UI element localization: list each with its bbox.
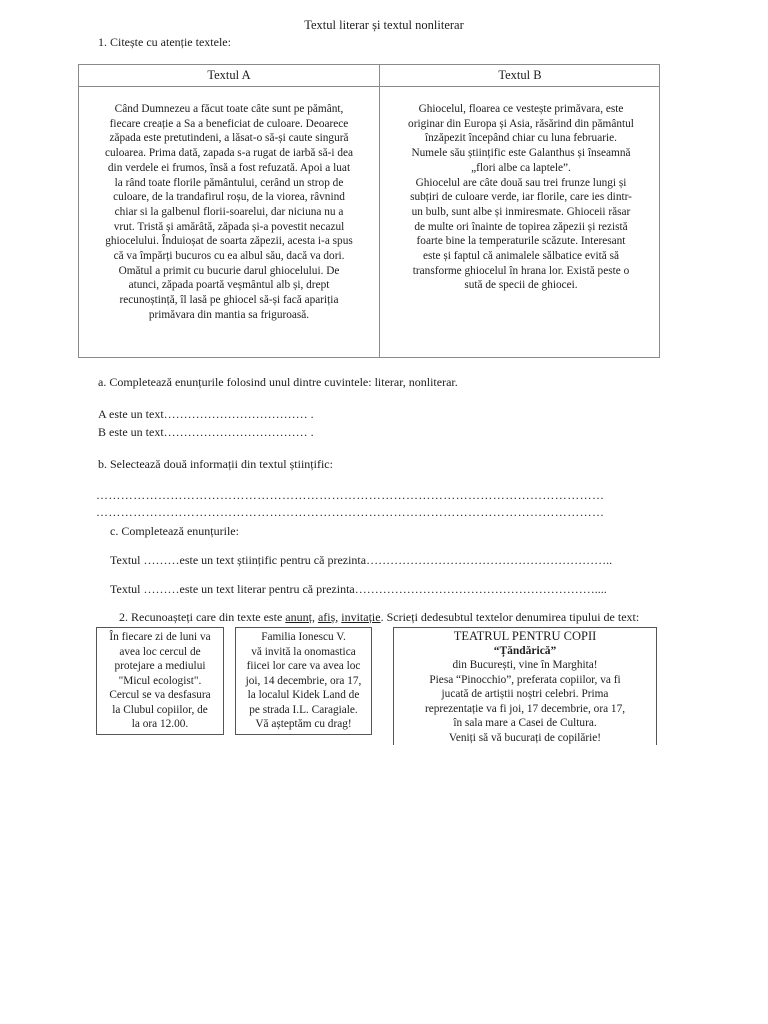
answer-b-blank[interactable]: B este un text……………………………… . [98,425,314,439]
text-b-line: originar din Europa și Asia, răsărind din pământul [408,117,634,130]
notice-line: avea loc cercul de [119,645,201,658]
instruction-1: 1. Citește cu atenție textele: [98,35,231,49]
poster-line: Veniți să vă bucurați de copilărie! [448,731,602,744]
column-divider [379,65,380,357]
separator: , [335,610,342,624]
text-b-line: foarte bine la temperaturile scăzute. Interesant [416,235,626,248]
text-b-line: Ghiocelul are câte două sau trei frunze lungi și [415,176,627,189]
text-a-line: culoare, de la trandafirul roșu, de la viorea, râvnind [113,191,345,204]
poster-line: jucată de artiștii noștri celebri. Prima [441,688,609,700]
text-b-line: Numele său științific este Galanthus și înseamnă [411,147,631,160]
text-b-line: sută de specii de ghiocei. [464,279,578,292]
notice-line: la Clubul copiilor, de [112,703,208,716]
text-a-line: recunoștință, îl lasă pe ghiocel să-și facă apariția [119,294,339,307]
text-b-line: de multe ori înainte de topirea zăpezii și rezistă [414,220,628,233]
text-a-line: ghiocelului. Înduioșat de soarta zăpezii, acesta i-a spus [105,235,353,248]
word-anunt: anunț [285,610,312,624]
question-a-prompt: a. Completează enunțurile folosind unul dintre cuvintele: literar, nonliterar. [98,375,458,389]
text-a-line: Omătul a primit cu bucurie darul ghiocelului. De [118,264,340,277]
question-2-prompt [119,610,639,625]
separator: , [311,610,318,624]
worksheet-title: Textul literar și textul nonliterar [304,18,464,32]
text-a-line: fiecare creație a Sa a beneficiat de culoare. Deoarece [109,117,349,130]
text-b-line: un bulb, sunt albe și inmiresmate. Ghioceii răsar [411,205,631,218]
invitation-line: vă invită la onomastica [251,645,356,658]
question-c-prompt: c. Completează enunțurile: [110,524,239,538]
answer-a-blank[interactable]: A este un text……………………………… . [98,407,314,421]
invitation-line: joi, 14 decembrie, ora 17, [245,674,362,687]
invitation-box [235,627,372,735]
text-b-line: transforme ghiocelul în hrana lor. Există peste o [412,264,630,277]
question-2-prefix: 2. Recunoașteți care din texte este [119,610,286,624]
notice-line: "Micul ecologist". [118,674,202,687]
text-a-line: vrut. Tristă și amărâtă, zăpada și-a povestit necazul [113,220,345,233]
answer-line-2[interactable]: …………………………………………………………………………………………………………… [96,505,605,519]
poster-line: Piesa “Pinocchio”, preferata copiilor, va fi [429,673,621,686]
answer-line-1[interactable]: …………………………………………………………………………………………………………… [96,488,605,502]
text-a-line: din verdele ei frumos, însă a fost refuzată. Apoi a luat [107,161,351,174]
invitation-line: Vă așteptăm cu drag! [255,718,352,730]
text-b-line: Ghiocelul, floarea ce vestește primăvara, este [418,103,624,115]
notice-line: la ora 12.00. [131,718,189,730]
invitation-line: la localul Kidek Land de [247,689,360,701]
text-a-line: primăvara din mantia sa friguroasă. [148,308,310,321]
text-b-line: este și faptul că animalele sălbatice evită să [422,250,620,263]
invitation-line: fiicei lor care va avea loc [246,660,361,672]
fill-sentence-1[interactable]: Textul ………este un text științific pentru că prezinta…………………………………………………….. [110,553,613,567]
word-invitatie: invitație [341,610,381,624]
text-a-heading: Textul A [207,68,251,82]
text-a-line: zăpada este pretutindeni, a lăsat-o să-și caute singură [109,132,349,145]
poster-title: TEATRUL PENTRU COPII [453,629,597,643]
notice-line: Cercul se va desfasura [109,689,211,701]
text-a-line: culoarea. Prima dată, zapada s-a rugat de iarbă să-i dea [104,147,354,160]
text-a-line: la rând toate florile pământului, cerând un strop de [114,176,344,189]
poster-line: în sala mare a Casei de Cultura. [453,717,597,729]
invitation-line: Familia Ionescu V. [261,631,346,643]
question-b-prompt: b. Selectează două informații din textul științific: [98,457,333,471]
text-b-body [389,102,653,293]
text-a-line: atunci, zăpada poartă veșmântul alb și, drept [128,279,330,292]
poster-box [393,627,657,745]
notice-box [96,627,224,735]
text-a-line: Când Dumnezeu a făcut toate câte sunt pe pământ, [114,103,344,115]
fill-sentence-2[interactable]: Textul ………este un text literar pentru că prezinta…………………………………………………….... [110,582,607,596]
invitation-line: pe strada I.L. Caragiale. [249,703,358,716]
notice-line: În fiecare zi de luni va [109,631,211,643]
word-afis: afiș [317,610,336,624]
notice-line: protejare a mediului [114,660,206,672]
text-a-line: chiar si la galbenul florii-soarelui, dar niciuna nu a [114,205,344,218]
header-divider [79,86,659,87]
text-b-line: înzăpezit începând chiar cu luna februarie. [425,132,617,145]
text-b-heading: Textul B [498,68,542,82]
text-a-line: că va împărți bucuros cu ea albul său, dacă va dori. [113,250,345,263]
question-2-suffix: . Scrieți dedesubtul textelor denumirea tipului de text: [380,610,640,624]
text-a-body [91,102,367,323]
poster-line: reprezentație va fi joi, 17 decembrie, ora 17, [424,702,626,715]
text-b-line: subțiri de culoare verde, iar florile, care ies dintr- [410,191,632,204]
poster-show-name: “Țăndărică” [493,644,557,657]
text-b-line: „flori albe ca laptele”. [471,161,571,174]
poster-top-border [394,627,656,628]
poster-line: din București, vine în Marghita! [452,659,598,671]
texts-table [78,64,660,358]
